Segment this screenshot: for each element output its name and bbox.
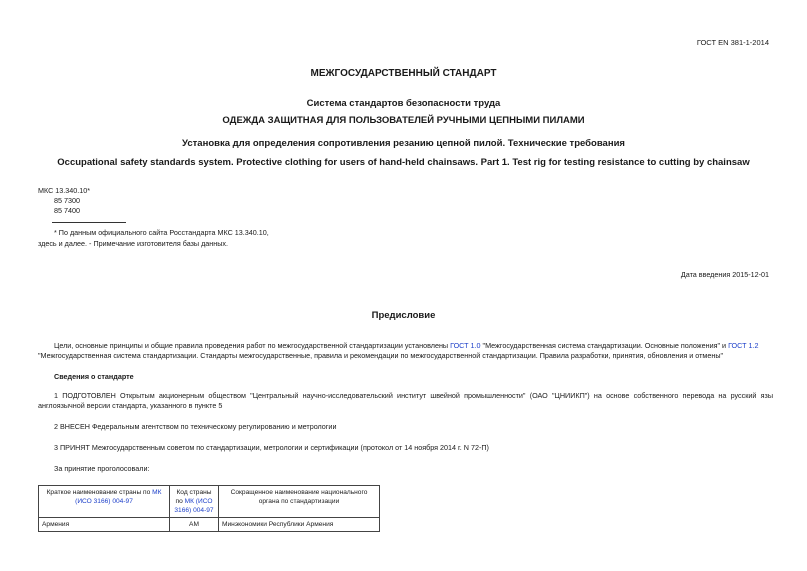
title-english: Occupational safety standards system. Protective clothing for users of hand-held chainsaws. Part 1. Test rig for testing resistance to cutting by chainsaw bbox=[57, 157, 750, 168]
footnote-line-1: * По данным официального сайта Росстандарта МКС 13.340.10, bbox=[54, 228, 269, 237]
okp-code-2: 85 7400 bbox=[54, 206, 80, 215]
cell-code: AM bbox=[170, 518, 219, 532]
aims-text-before: Цели, основные принципы и общие правила проведения работ по межгосударственной стандартизации установлены bbox=[54, 341, 451, 350]
item-3-adopted: 3 ПРИНЯТ Межгосударственным советом по стандартизации, метрологии и сертификации (протокол от 14 ноября 2014 г. N 72-П) bbox=[54, 443, 489, 452]
aims-text-after: "Межгосударственная система стандартизации. Стандарты межгосударственные, правила и рекомендации по межгосударственной стандартизации. Правила разработки, принятия, обновления и отмены" bbox=[38, 351, 724, 360]
header-country-name bbox=[39, 486, 170, 518]
table-header-row bbox=[39, 486, 380, 518]
title-sub: Установка для определения сопротивления резанию цепной пилой. Технические требования bbox=[182, 138, 625, 149]
gost-1-2-link[interactable]: ГОСТ 1.2 bbox=[728, 341, 759, 350]
standard-type-heading: МЕЖГОСУДАРСТВЕННЫЙ СТАНДАРТ bbox=[310, 68, 497, 79]
footnote-line-2: здесь и далее. - Примечание изготовителя базы данных. bbox=[38, 239, 228, 248]
aims-text-middle: "Межгосударственная система стандартизации. Основные положения" и bbox=[480, 341, 729, 350]
standard-info-heading: Сведения о стандарте bbox=[54, 372, 134, 381]
header-country-text: Краткое наименование страны по bbox=[46, 489, 153, 496]
item-1-prepared: 1 ПОДГОТОВЛЕН Открытым акционерным обществом "Центральный научно-исследовательский институт швейной промышленности" (ОАО "ЦНИИКП") на основе собственного перевода на русский язы англоязычной версии стандарта, указанного в пункте 5 bbox=[38, 391, 773, 410]
gost-1-0-link[interactable]: ГОСТ 1.0 bbox=[450, 341, 481, 350]
preface-aims-paragraph bbox=[38, 341, 773, 361]
footnote-divider bbox=[52, 222, 126, 223]
header-code-text: Код страны по bbox=[175, 489, 212, 505]
voting-countries-table bbox=[38, 485, 380, 532]
document-code: ГОСТ EN 381-1-2014 bbox=[696, 38, 769, 47]
cell-country: Армения bbox=[39, 518, 170, 532]
table-row bbox=[39, 518, 380, 532]
system-heading: Система стандартов безопасности труда bbox=[306, 98, 501, 109]
item-2-introduced: 2 ВНЕСЕН Федеральным агентством по техническому регулированию и метрологии bbox=[54, 422, 337, 431]
mks-code: МКС 13.340.10* bbox=[38, 186, 91, 195]
introduction-date: Дата введения 2015-12-01 bbox=[680, 270, 769, 279]
title-main: ОДЕЖДА ЗАЩИТНАЯ ДЛЯ ПОЛЬЗОВАТЕЛЕЙ РУЧНЫМИ ЦЕПНЫМИ ПИЛАМИ bbox=[222, 115, 585, 126]
classification-block bbox=[38, 186, 90, 216]
voted-label: За принятие проголосовали: bbox=[54, 464, 150, 473]
okp-code-1: 85 7300 bbox=[54, 196, 80, 205]
preface-title: Предисловие bbox=[371, 310, 436, 321]
header-standards-body: Сокращенное наименование национального органа по стандартизации bbox=[219, 486, 380, 518]
mk-iso-3166-link[interactable]: МК (ИСО 3166) 004-97 bbox=[75, 489, 162, 505]
header-country-code bbox=[170, 486, 219, 518]
mk-iso-3166-code-link[interactable]: МК (ИСО 3166) 004-97 bbox=[174, 498, 214, 514]
cell-standards-body: Минэкономики Республики Армения bbox=[219, 518, 380, 532]
